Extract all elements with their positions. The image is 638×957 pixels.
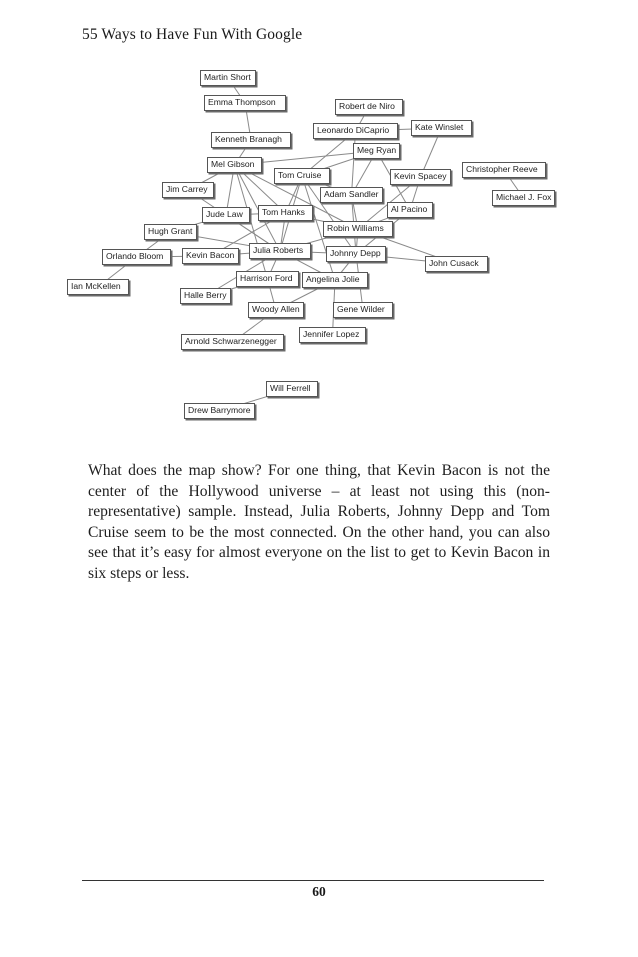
node-ian-mckellen: Ian McKellen [67,279,129,295]
node-michael-j-fox: Michael J. Fox [492,190,555,206]
node-al-pacino: Al Pacino [387,202,433,218]
node-kenneth-branagh: Kenneth Branagh [211,132,291,148]
node-halle-berry: Halle Berry [180,288,231,304]
node-julia-roberts: Julia Roberts [249,243,311,259]
node-martin-short: Martin Short [200,70,256,86]
edge-leonardo-dicaprio-adam-sandler [352,131,356,195]
node-leonardo-dicaprio: Leonardo DiCaprio [313,123,398,139]
node-harrison-ford: Harrison Ford [236,271,299,287]
node-emma-thompson: Emma Thompson [204,95,286,111]
node-jim-carrey: Jim Carrey [162,182,214,198]
graph-edges [0,0,638,440]
node-kevin-bacon: Kevin Bacon [182,248,239,264]
node-robin-williams: Robin Williams [323,221,393,237]
node-tom-hanks: Tom Hanks [258,205,313,221]
node-meg-ryan: Meg Ryan [353,143,400,159]
node-jude-law: Jude Law [202,207,250,223]
node-robert-de-niro: Robert de Niro [335,99,403,115]
node-gene-wilder: Gene Wilder [333,302,393,318]
footer-rule [82,880,544,881]
node-arnold-schwarzenegger: Arnold Schwarzenegger [181,334,284,350]
node-mel-gibson: Mel Gibson [207,157,262,173]
node-kate-winslet: Kate Winslet [411,120,472,136]
node-kevin-spacey: Kevin Spacey [390,169,451,185]
node-angelina-jolie: Angelina Jolie [302,272,368,288]
node-woody-allen: Woody Allen [248,302,304,318]
actor-connection-graph [0,0,638,440]
node-will-ferrell: Will Ferrell [266,381,318,397]
node-tom-cruise: Tom Cruise [274,168,330,184]
node-jennifer-lopez: Jennifer Lopez [299,327,366,343]
node-adam-sandler: Adam Sandler [320,187,383,203]
node-john-cusack: John Cusack [425,256,488,272]
page-number: 60 [312,884,326,899]
node-hugh-grant: Hugh Grant [144,224,197,240]
node-johnny-depp: Johnny Depp [326,246,386,262]
body-paragraph: What does the map show? For one thing, that Kevin Bacon is not the center of the Hollywood universe – at least not using this (non-representative) sample. Instead, Julia Roberts, Johnny Depp and Tom Cruise seem to be the most connected. On the other hand, you can also see that it’s easy for almost everyone on the list to get to Kevin Bacon in six steps or less. [88,462,550,582]
node-christopher-reeve: Christopher Reeve [462,162,546,178]
node-orlando-bloom: Orlando Bloom [102,249,171,265]
node-drew-barrymore: Drew Barrymore [184,403,255,419]
running-header: 55 Ways to Have Fun With Google [82,26,303,43]
